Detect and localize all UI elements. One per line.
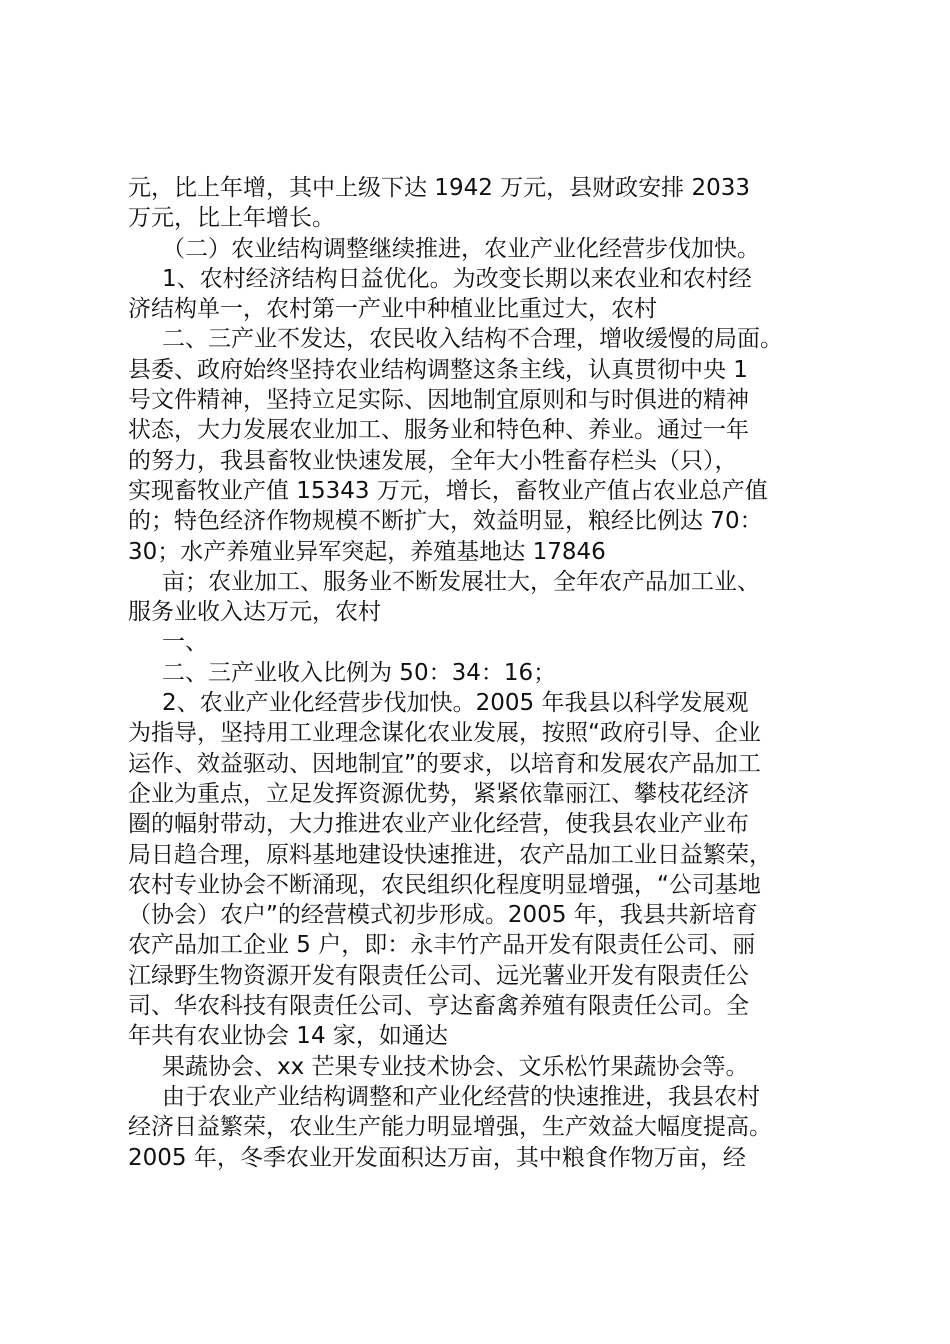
text-line: 二、三产业不发达，农民收入结构不合理，增收缓慢的局面。: [162, 326, 783, 353]
text-line: 亩；农业加工、服务业不断发展壮大，全年农产品加工业、: [162, 568, 760, 595]
text-line: 的努力，我县畜牧业快速发展，全年大小牲畜存栏头（只），: [128, 447, 738, 474]
text-line: 司、华农科技有限责任公司、亨达畜禽养殖有限责任公司。全: [128, 993, 749, 1020]
text-line: 元，比上年增，其中上级下达 1942 万元，县财政安排 2033: [128, 175, 750, 201]
text-line: 企业为重点，立足发挥资源优势，紧紧依靠丽江、攀枝花经济: [128, 780, 749, 807]
text-line: 江绿野生物资源开发有限责任公司、远光薯业开发有限责任公: [128, 962, 749, 989]
text-line: 济结构单一，农村第一产业中种植业比重过大，农村: [128, 296, 657, 323]
document-page: [128, 173, 840, 1173]
text-line: 一、: [162, 629, 208, 656]
text-line: 运作、效益驱动、因地制宜”的要求，以培育和发展农产品加工: [128, 750, 761, 777]
text-line: 2、农业产业化经营步伐加快。2005 年我县以科学发展观: [162, 690, 749, 717]
text-line: 局日趋合理，原料基地建设快速推进，农产品加工业日益繁荣，: [128, 841, 772, 868]
text-line: 二、三产业收入比例为 50：34：16；: [162, 659, 557, 686]
text-line: 经济日益繁荣，农业生产能力明显增强，生产效益大幅度提高。: [128, 1114, 772, 1141]
text-line: 的；特色经济作物规模不断扩大，效益明显，粮经比例达 70：: [128, 508, 763, 535]
text-line: 农产品加工企业 5 户，即：永丰竹产品开发有限责任公司、丽: [128, 932, 756, 959]
text-line: 由于农业产业结构调整和产业化经营的快速推进，我县农村: [162, 1083, 760, 1110]
text-line: 圈的幅射带动，大力推进农业产业化经营，使我县农业产业布: [128, 811, 749, 838]
text-line: 农村专业协会不断涌现，农民组织化程度明显增强，“公司基地: [128, 871, 761, 898]
text-line: 万元，比上年增长。: [128, 205, 335, 232]
text-line: 号文件精神，坚持立足实际、因地制宜原则和与时俱进的精神: [128, 387, 749, 414]
text-line: 30；水产养殖业异军突起，养殖基地达 17846: [128, 538, 606, 565]
section-heading: （二）农业结构调整继续推进，农业产业化经营步伐加快。: [162, 235, 760, 262]
text-line: 县委、政府始终坚持农业结构调整这条主线，认真贯彻中央 1: [128, 356, 748, 383]
text-line: 1、农村经济结构日益优化。为改变长期以来农业和农村经: [162, 265, 752, 292]
text-line: 为指导，坚持用工业理念谋化农业发展，按照“政府引导、企业: [128, 720, 761, 747]
text-line: 服务业收入达万元，农村: [128, 599, 381, 626]
text-line: （协会）农户”的经营模式初步形成。2005 年，我县共新培育: [128, 902, 758, 929]
text-line: 状态，大力发展农业加工、服务业和特色种、养业。通过一年: [128, 417, 749, 444]
text-line: 果蔬协会、xx 芒果专业技术协会、文乐松竹果蔬协会等。: [162, 1053, 749, 1080]
text-line: 年共有农业协会 14 家，如通达: [128, 1023, 448, 1050]
text-line: 实现畜牧业产值 15343 万元，增长，畜牧业产值占农业总产值: [128, 477, 768, 504]
text-line: 2005 年，冬季农业开发面积达万亩，其中粮食作物万亩，经: [128, 1144, 746, 1171]
